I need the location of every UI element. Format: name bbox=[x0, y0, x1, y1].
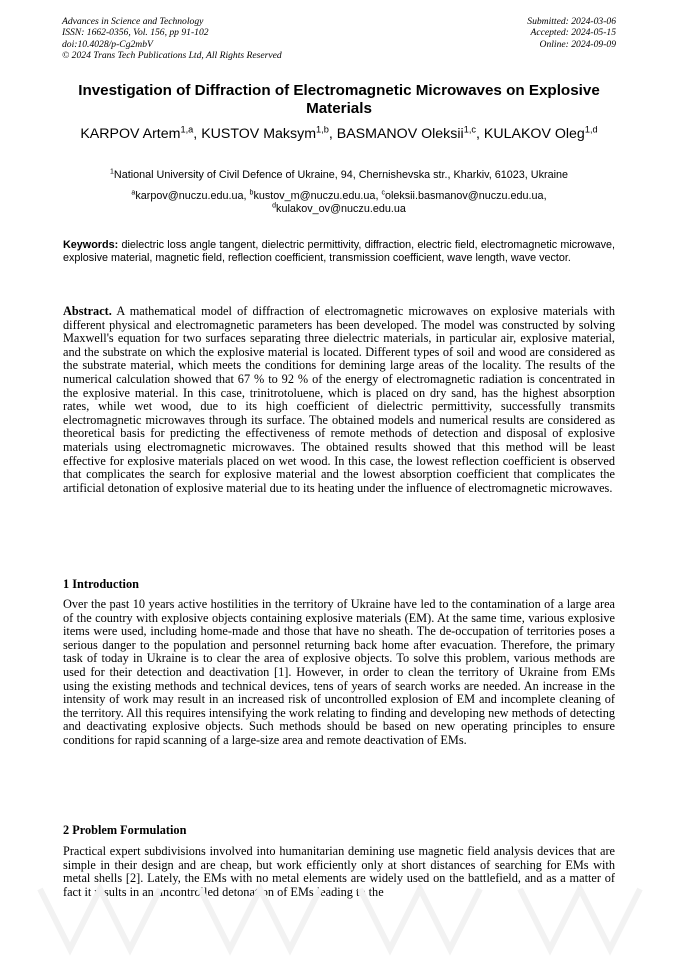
section-body-introduction: Over the past 10 years active hostilities in the territory of Ukraine have led to the contamination of a large area of the country with explosive objects containing explosive materials (EM). At the same time, various explosive items were used, including home-made and those that have no sheath. The de-occupation of territories poses a serious danger to the population and personnel returning back home after evacuation. Therefore, the primary task of today in Ukraine is to clear the area of explosive objects. To solve this problem, various methods are used for their detection and deactivation [1]. However, in order to clean the territory of Ukraine from EMs using the existing methods and technical devices, tens of years of search works are needed. An increase in the intensity of work may result in an increased risk of uncontrolled explosion of EM and incomplete cleaning of the territory. All this requires intensifying the work relating to finding and developing new methods of detecting and deactivating explosive objects. Such methods should be based on new operating principles to ensure conditions for rapid scanning of a large-size area and remote deactivation of EMs. bbox=[63, 597, 615, 747]
author-name: KULAKOV Oleg bbox=[483, 126, 585, 142]
author-affil-mark: 1,c bbox=[463, 124, 476, 135]
issn-line: ISSN: 1662-0356, Vol. 156, pp 91-102 bbox=[62, 27, 209, 39]
accepted-date: Accepted: 2024-05-15 bbox=[530, 27, 616, 39]
section-heading-problem: 2 Problem Formulation bbox=[63, 823, 187, 837]
author-separator: , bbox=[328, 126, 337, 142]
dates-info bbox=[527, 16, 616, 50]
author-separator: , bbox=[193, 126, 202, 142]
email-separator: , bbox=[375, 190, 382, 202]
affiliation-text: National University of Civil Defence of Ukraine, 94, Chernishevska str., Kharkiv, 61023, Ukraine bbox=[113, 169, 568, 181]
email-mark: b bbox=[249, 189, 254, 197]
affiliation bbox=[56, 169, 622, 182]
keywords-text: dielectric loss angle tangent, dielectric permittivity, diffraction, electric field, electromagnetic microwave, explosive material, magnetic field, reflection coefficient, transmission coefficient, wave length, wave vector. bbox=[63, 239, 615, 265]
email-address[interactable]: kustov_m@nuczu.edu.ua bbox=[253, 190, 376, 202]
author-affil-mark: 1,b bbox=[316, 124, 329, 135]
email-mark: c bbox=[381, 189, 385, 197]
author-affil-mark: 1,d bbox=[584, 124, 598, 135]
affiliation-mark: 1 bbox=[110, 168, 114, 176]
author-affil-mark: 1,a bbox=[180, 124, 194, 135]
email-separator: , bbox=[543, 190, 547, 202]
email-mark: d bbox=[272, 202, 277, 210]
author-separator: , bbox=[476, 126, 484, 142]
email-separator: , bbox=[243, 190, 250, 202]
copyright-line: © 2024 Trans Tech Publications Ltd, All Rights Reserved bbox=[62, 50, 282, 62]
journal-name: Advances in Science and Technology bbox=[62, 16, 204, 27]
abstract-label: Abstract. bbox=[63, 304, 112, 318]
abstract bbox=[63, 305, 615, 495]
author-name: KUSTOV Maksym bbox=[201, 126, 317, 142]
email-address[interactable]: karpov@nuczu.edu.ua bbox=[135, 190, 244, 202]
journal-info bbox=[62, 16, 282, 62]
section-heading-introduction: 1 Introduction bbox=[63, 577, 139, 591]
author-list bbox=[56, 125, 622, 143]
online-date: Online: 2024-09-09 bbox=[539, 38, 616, 50]
paper-title: Investigation of Diffraction of Electromagnetic Microwaves on Explosive Materials bbox=[78, 82, 600, 117]
email-list bbox=[56, 190, 622, 217]
doi-line: doi:10.4028/p-Cg2mbV bbox=[62, 38, 153, 50]
email-mark: a bbox=[131, 189, 136, 197]
section-body-problem: Practical expert subdivisions involved into humanitarian demining use magnetic field analysis devices that are simple in their design and are cheap, but work efficiently only at short distances of searching for EMs with metal shells [2]. Lately, the EMs with no metal elements are widely used on the battlefield, and as a matter of fact it results in an uncontrolled detonation of EMs leading to the bbox=[63, 844, 615, 899]
author-name: KARPOV Artem bbox=[80, 126, 181, 142]
email-address[interactable]: kulakov_ov@nuczu.edu.ua bbox=[276, 203, 406, 216]
author-name: BASMANOV Oleksii bbox=[336, 126, 464, 142]
keywords-label: Keywords: bbox=[63, 239, 119, 251]
email-address[interactable]: oleksii.basmanov@nuczu.edu.ua bbox=[384, 190, 544, 202]
abstract-text: A mathematical model of diffraction of electromagnetic microwaves on explosive materials with different physical and electromagnetic parameters has been developed. The model was constructed by solving Maxwell's equation for two surfaces separating three dielectric materials, in particular air, explosive material, and the substrate on which the explosive material is located. Different types of soil and wood are considered as the substrate material, which meets the conditions for demining large areas of the locality. The results of the numerical calculation showed that 67 % to 92 % of the energy of electromagnetic radiation is concentrated in the explosive material. In this case, trinitrotoluene, which is placed on dry sand, has the highest absorption rates, while wet wood, due to its high coefficient of dielectric permittivity, successfully transmits electromagnetic microwaves through its surface. The obtained models and numerical results are considered as theoretical basis for predicting the effectiveness of remote methods of detection and disposal of explosive materials using electromagnetic microwaves. The obtained results showed that this method will be least effective for explosive materials placed on wet wood. In this case, the lowest reflection coefficient is observed that complicates the search for explosive material and the lowest absorption coefficient that complicates the artificial detonation of explosive material due to its heating under the influence of electromagnetic microwaves. bbox=[63, 304, 615, 495]
submitted-date: Submitted: 2024-03-06 bbox=[527, 16, 616, 27]
keywords bbox=[63, 239, 615, 266]
